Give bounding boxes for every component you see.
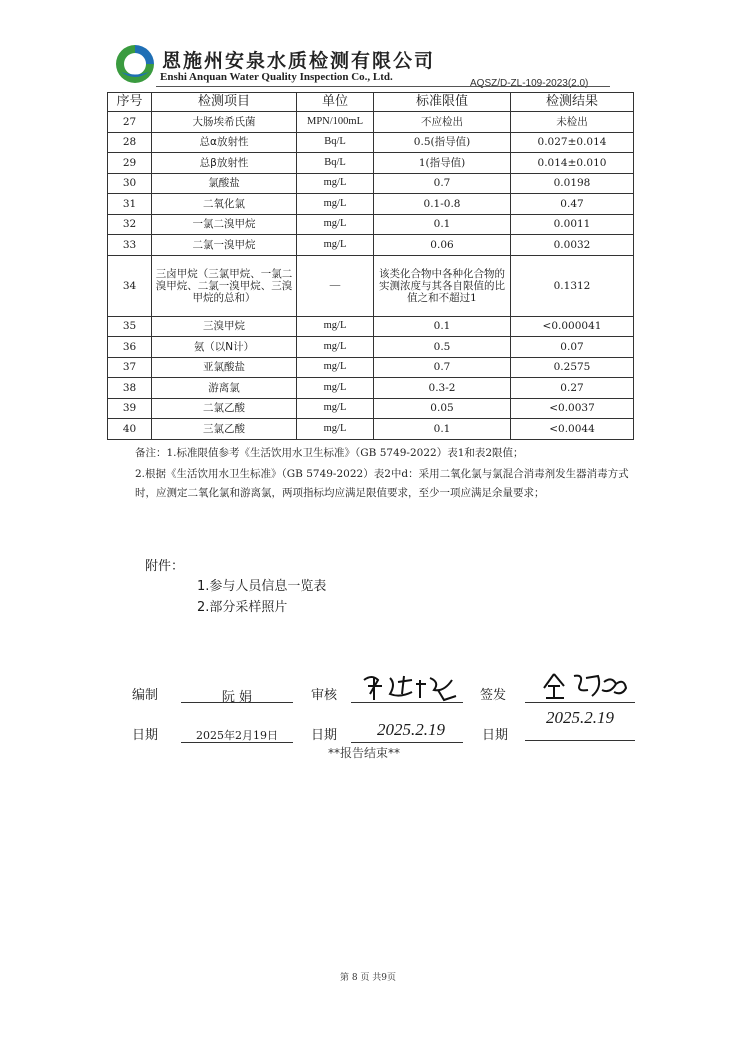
- header-unit: 单位: [297, 93, 374, 112]
- row-no: 39: [108, 398, 152, 419]
- note-standard-reference: 备注：1.标准限值参考《生活饮用水卫生标准》（GB 5749-2022）表1和表2限值；: [135, 447, 524, 459]
- row-item: 一氯二溴甲烷: [152, 214, 297, 235]
- row-limit: 0.5: [374, 337, 511, 358]
- row-result: 0.0198: [511, 173, 634, 194]
- row-result: 0.014±0.010: [511, 153, 634, 174]
- issue-date-label: 日期: [482, 728, 509, 743]
- row-unit: —: [297, 255, 374, 316]
- row-limit: 0.3-2: [374, 378, 511, 399]
- row-item: 三溴甲烷: [152, 316, 297, 337]
- row-limit: 0.1: [374, 316, 511, 337]
- header-item: 检测项目: [152, 93, 297, 112]
- review-date-line: [351, 742, 463, 743]
- issuer-line: [525, 702, 635, 703]
- table-row: [108, 235, 634, 256]
- issuer-signature: [540, 668, 630, 702]
- row-item: 大肠埃希氏菌: [152, 112, 297, 133]
- row-unit: mg/L: [297, 194, 374, 215]
- header-divider: [156, 86, 610, 87]
- row-no: 29: [108, 153, 152, 174]
- row-unit: mg/L: [297, 316, 374, 337]
- note-disinfection-requirement: 2.根据《生活饮用水卫生标准》（GB 5749-2022）表2中d：采用二氧化氯与氯混合消毒剂发生器消毒方式时，应测定二氧化氯和游离氯，两项指标均应满足限值要求，至少一项应满足余量要求；: [135, 468, 629, 499]
- row-result: 0.27: [511, 378, 634, 399]
- row-unit: MPN/100mL: [297, 112, 374, 133]
- compiler-label: 编制: [132, 688, 159, 703]
- attachments-title: 附件：: [145, 559, 185, 574]
- row-no: 31: [108, 194, 152, 215]
- table-row: [108, 194, 634, 215]
- company-name-en: Enshi Anquan Water Quality Inspection Co., Ltd.: [160, 71, 393, 83]
- row-result: 0.1312: [511, 255, 634, 316]
- table-header-row: [108, 93, 634, 112]
- row-item: 二氯一溴甲烷: [152, 235, 297, 256]
- compiler-name: 阮 娟: [221, 690, 253, 705]
- row-item: 游离氯: [152, 378, 297, 399]
- row-item: 总α放射性: [152, 132, 297, 153]
- row-limit: 0.06: [374, 235, 511, 256]
- row-limit: 0.05: [374, 398, 511, 419]
- row-result: <0.0037: [511, 398, 634, 419]
- table-row: [108, 378, 634, 399]
- row-no: 27: [108, 112, 152, 133]
- row-limit: 该类化合物中各种化合物的实测浓度与其各自限值的比值之和不超过1: [374, 255, 511, 316]
- compile-date-label: 日期: [132, 728, 159, 743]
- attachment-item: 1.参与人员信息一览表: [197, 579, 327, 594]
- row-result: 0.027±0.014: [511, 132, 634, 153]
- row-no: 28: [108, 132, 152, 153]
- row-no: 36: [108, 337, 152, 358]
- row-limit: 0.1-0.8: [374, 194, 511, 215]
- table-row: [108, 316, 634, 337]
- row-limit: 1(指导值): [374, 153, 511, 174]
- table-row: [108, 398, 634, 419]
- row-limit: 0.1: [374, 419, 511, 440]
- row-result: 0.2575: [511, 357, 634, 378]
- results-table: [107, 92, 634, 440]
- table-row: [108, 255, 634, 316]
- header-result: 检测结果: [511, 93, 634, 112]
- table-row: [108, 214, 634, 235]
- row-unit: Bq/L: [297, 153, 374, 174]
- review-date-handwritten: 2025.2.19: [377, 720, 445, 739]
- row-result: 0.0032: [511, 235, 634, 256]
- row-item: 亚氯酸盐: [152, 357, 297, 378]
- row-unit: mg/L: [297, 398, 374, 419]
- row-item: 二氯乙酸: [152, 398, 297, 419]
- row-unit: mg/L: [297, 337, 374, 358]
- row-item: 三卤甲烷（三氯甲烷、一氯二溴甲烷、二氯一溴甲烷、三溴甲烷的总和）: [152, 255, 297, 316]
- row-limit: 0.5(指导值): [374, 132, 511, 153]
- row-unit: mg/L: [297, 235, 374, 256]
- company-name-cn: 恩施州安泉水质检测有限公司: [162, 50, 436, 72]
- table-row: [108, 173, 634, 194]
- table-row: [108, 112, 634, 133]
- row-result: 0.47: [511, 194, 634, 215]
- row-item: 总β放射性: [152, 153, 297, 174]
- row-item: 氨（以N计）: [152, 337, 297, 358]
- table-row: [108, 419, 634, 440]
- row-result: <0.0044: [511, 419, 634, 440]
- table-row: [108, 132, 634, 153]
- row-item: 三氯乙酸: [152, 419, 297, 440]
- compile-date: 2025年2月19日: [196, 729, 278, 742]
- row-result: 0.0011: [511, 214, 634, 235]
- row-item: 氯酸盐: [152, 173, 297, 194]
- row-item: 二氧化氯: [152, 194, 297, 215]
- company-logo: [113, 42, 157, 86]
- row-unit: mg/L: [297, 173, 374, 194]
- issue-date-handwritten: 2025.2.19: [546, 708, 614, 727]
- row-limit: 0.1: [374, 214, 511, 235]
- row-limit: 0.7: [374, 357, 511, 378]
- document-code: AQSZ/D-ZL-109-2023(2.0): [470, 78, 589, 89]
- row-result: 0.07: [511, 337, 634, 358]
- header-no: 序号: [108, 93, 152, 112]
- row-unit: mg/L: [297, 214, 374, 235]
- page-number: 第 8 页 共9页: [339, 973, 397, 983]
- row-no: 32: [108, 214, 152, 235]
- row-no: 38: [108, 378, 152, 399]
- row-no: 35: [108, 316, 152, 337]
- reviewer-signature: [360, 670, 460, 704]
- row-result: <0.000041: [511, 316, 634, 337]
- row-no: 30: [108, 173, 152, 194]
- row-result: 未检出: [511, 112, 634, 133]
- issue-date-line: [525, 740, 635, 741]
- row-limit: 不应检出: [374, 112, 511, 133]
- row-no: 40: [108, 419, 152, 440]
- row-unit: mg/L: [297, 378, 374, 399]
- row-unit: mg/L: [297, 357, 374, 378]
- row-limit: 0.7: [374, 173, 511, 194]
- attachment-item: 2.部分采样照片: [197, 600, 288, 615]
- row-no: 37: [108, 357, 152, 378]
- table-row: [108, 357, 634, 378]
- reviewer-label: 审核: [311, 688, 338, 703]
- table-row: [108, 337, 634, 358]
- row-unit: mg/L: [297, 419, 374, 440]
- row-no: 34: [108, 255, 152, 316]
- row-unit: Bq/L: [297, 132, 374, 153]
- report-end-marker: **报告结束**: [328, 746, 401, 760]
- header-limit: 标准限值: [374, 93, 511, 112]
- review-date-label: 日期: [311, 728, 338, 743]
- table-row: [108, 153, 634, 174]
- issuer-label: 签发: [480, 688, 507, 703]
- row-no: 33: [108, 235, 152, 256]
